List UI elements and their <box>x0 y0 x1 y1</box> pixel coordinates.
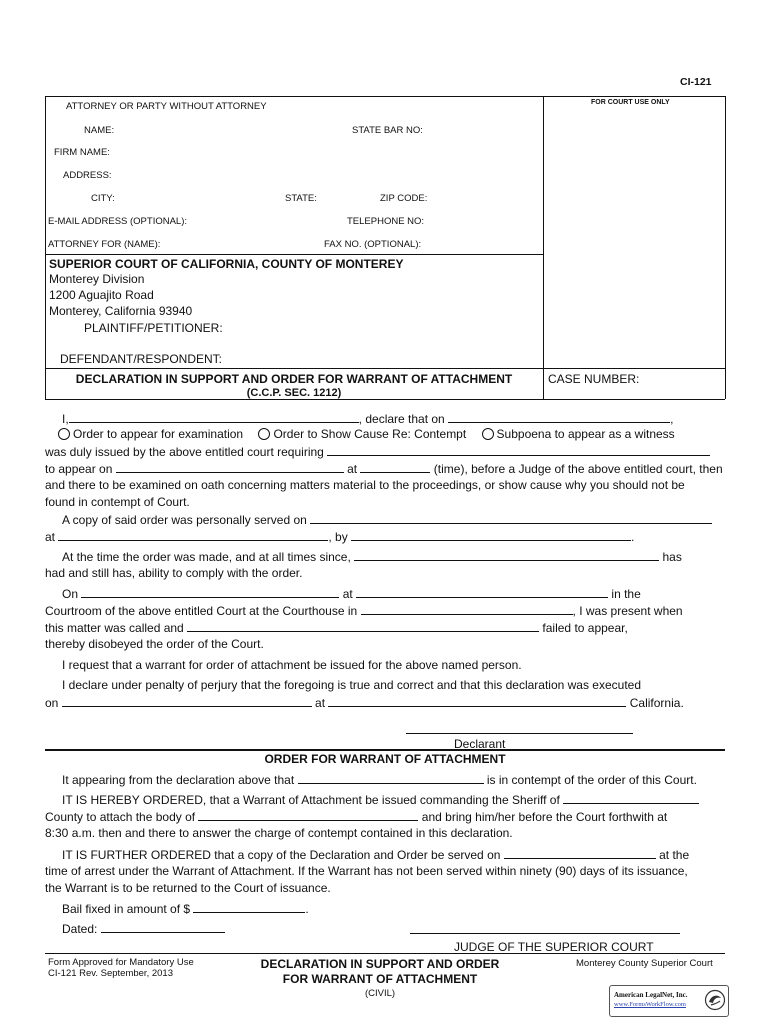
courtroom-line <box>45 602 683 619</box>
attach-person-field[interactable] <box>198 808 418 821</box>
court-division: Monterey Division <box>49 272 145 286</box>
footer-civil: (CIVIL) <box>364 988 396 999</box>
comma: , <box>670 412 674 426</box>
bail-end: . <box>305 902 309 916</box>
email-label[interactable]: E-MAIL ADDRESS (OPTIONAL): <box>48 216 188 227</box>
executed-date-field[interactable] <box>62 694 312 707</box>
opt-show-cause-label: Order to Show Cause Re: Contempt <box>273 427 467 441</box>
serve-on-field[interactable] <box>504 846 656 859</box>
court-city: Monterey, California 93940 <box>49 304 193 318</box>
at3-text: at <box>342 587 353 601</box>
order-type-options <box>58 426 675 442</box>
served-at-line <box>45 528 634 545</box>
plaintiff-label[interactable]: PLAINTIFF/PETITIONER: <box>84 321 223 335</box>
duly-issued-line <box>45 443 710 460</box>
fax-label[interactable]: FAX NO. (OPTIONAL): <box>324 239 422 250</box>
served-by-field[interactable] <box>351 528 631 541</box>
at4-text: at <box>315 696 326 710</box>
courthouse-field[interactable] <box>361 602 573 615</box>
required-person-field[interactable] <box>327 443 710 456</box>
on2-text: on <box>45 696 59 710</box>
served-person-field[interactable] <box>310 511 712 524</box>
penalty-text: I declare under penalty of perjury that the foregoing is true and correct and that this declaration was executed <box>62 678 642 692</box>
bail-text: Bail fixed in amount of $ <box>62 902 191 916</box>
time-made-line <box>62 548 682 565</box>
declarant-name-field[interactable] <box>69 410 359 423</box>
court-street: 1200 Aguajito Road <box>49 288 154 302</box>
city-label[interactable]: CITY: <box>91 193 115 204</box>
by-text: , by <box>328 530 348 544</box>
county-attach-text: County to attach the body of <box>45 810 196 824</box>
appearing-text: It appearing from the declaration above that <box>62 773 295 787</box>
attorney-label: ATTORNEY OR PARTY WITHOUT ATTORNEY <box>66 101 267 112</box>
address-label[interactable]: ADDRESS: <box>63 170 112 181</box>
matter-called-line <box>45 619 628 636</box>
appearing-line <box>62 771 697 788</box>
court-use-divider <box>543 96 544 399</box>
on-at-line <box>62 585 641 602</box>
copy-served-text: A copy of said order was personally served on <box>62 513 307 527</box>
time-made-text: At the time the order was made, and at all times since, <box>62 550 351 564</box>
american-legalnet-logo <box>609 985 729 1017</box>
at-the-text: at the <box>659 848 690 862</box>
title-bottom-border <box>45 399 725 400</box>
matter-called-text: this matter was called and <box>45 621 184 635</box>
state-label[interactable]: STATE: <box>285 193 317 204</box>
served-location-field[interactable] <box>58 528 328 541</box>
bring-text: and bring him/her before the Court forthwith at <box>421 810 668 824</box>
declarant-label: Declarant <box>454 737 506 751</box>
logo-company: American LegalNet, Inc. <box>614 991 688 999</box>
failed-text: failed to appear, <box>542 621 628 635</box>
arrest-text: time of arrest under the Warrant of Attachment. If the Warrant has not been served within ninety (90) days of its issuance, <box>45 864 688 878</box>
footer-rev: CI-121 Rev. September, 2013 <box>48 968 173 979</box>
zip-label[interactable]: ZIP CODE: <box>380 193 428 204</box>
attorney-for-label[interactable]: ATTORNEY FOR (NAME): <box>48 239 161 250</box>
in-the-text: in the <box>611 587 641 601</box>
appear-time-field[interactable] <box>360 460 430 473</box>
on-text: On <box>62 587 79 601</box>
footer-approved: Form Approved for Mandatory Use <box>48 957 194 968</box>
at-text: at <box>347 462 358 476</box>
footer-divider <box>45 953 725 954</box>
firm-name-label[interactable]: FIRM NAME: <box>54 147 110 158</box>
court-use-label: FOR COURT USE ONLY <box>591 99 670 106</box>
dated-field[interactable] <box>101 920 225 933</box>
declarant-line <box>62 410 673 427</box>
judge-label: JUDGE OF THE SUPERIOR COURT <box>454 940 654 954</box>
radio-order-show-cause[interactable] <box>258 428 270 440</box>
courtroom-text: Courtroom of the above entitled Court at the Courthouse in <box>45 604 358 618</box>
at2-text: at <box>45 530 56 544</box>
had-ability-text: had and still has, ability to comply with the order. <box>45 566 303 580</box>
header-left-border <box>45 96 46 399</box>
dated-text: Dated: <box>62 922 98 936</box>
footer-court: Monterey County Superior Court <box>576 958 713 969</box>
order-title: ORDER FOR WARRANT OF ATTACHMENT <box>264 752 506 766</box>
returned-text: the Warrant is to be returned to the Court of issuance. <box>45 881 331 895</box>
attach-body-line <box>45 808 667 825</box>
executed-line <box>45 694 684 711</box>
appear-on-line <box>45 460 723 477</box>
header-right-border <box>725 96 726 399</box>
contemnor-field[interactable] <box>298 771 484 784</box>
request-text: I request that a warrant for order of attachment be issued for the above named person. <box>62 658 522 672</box>
found-contempt-text: found in contempt of Court. <box>45 495 190 509</box>
radio-subpoena[interactable] <box>482 428 494 440</box>
declare-that-on: , declare that on <box>358 412 445 426</box>
title-top-border <box>45 368 725 369</box>
dated-line <box>62 920 225 937</box>
logo-url[interactable]: www.FormsWorkFlow.com <box>614 1001 686 1008</box>
ordered-line <box>62 791 699 808</box>
present-when-text: , I was present when <box>572 604 683 618</box>
examined-text: and there to be examined on oath concerning matters material to the proceedings, or show cause why you should not be <box>45 478 685 492</box>
declare-date-field[interactable] <box>448 410 670 423</box>
opt-subpoena-label: Subpoena to appear as a witness <box>496 427 675 441</box>
appear-date-field[interactable] <box>116 460 344 473</box>
has-text: has <box>662 550 682 564</box>
state-bar-label[interactable]: STATE BAR NO: <box>352 125 423 136</box>
attorney-section-divider <box>45 254 543 255</box>
further-text: IT IS FURTHER ORDERED that a copy of the Declaration and Order be served on <box>62 848 501 862</box>
answer-text: 8:30 a.m. then and there to answer the charge of contempt contained in this declaration. <box>45 826 513 840</box>
opt-examination-label: Order to appear for examination <box>73 427 244 441</box>
judge-signature-line[interactable] <box>410 933 680 934</box>
bail-amount-field[interactable] <box>193 900 305 913</box>
section-divider <box>45 749 725 751</box>
i-prefix: I, <box>62 412 69 426</box>
footer-title-2: FOR WARRANT OF ATTACHMENT <box>282 972 478 986</box>
form-title: DECLARATION IN SUPPORT AND ORDER FOR WARRANT OF ATTACHMENT <box>75 372 513 386</box>
disobeyed-text: thereby disobeyed the order of the Court. <box>45 637 264 651</box>
time-before-text: (time), before a Judge of the above entitled court, then <box>433 462 723 476</box>
logo-swirl-icon <box>704 989 726 1011</box>
case-number-label[interactable]: CASE NUMBER: <box>548 372 640 386</box>
court-name: SUPERIOR COURT OF CALIFORNIA, COUNTY OF MONTEREY <box>49 257 404 271</box>
telephone-label[interactable]: TELEPHONE NO: <box>347 216 425 227</box>
name-label[interactable]: NAME: <box>84 125 115 136</box>
sheriff-county-field[interactable] <box>563 791 699 804</box>
form-id: CI-121 <box>680 76 712 88</box>
declarant-signature-line[interactable] <box>406 733 633 734</box>
header-top-border <box>45 96 725 97</box>
hearing-date-field[interactable] <box>81 585 339 598</box>
contempt-text: is in contempt of the order of this Court. <box>486 773 697 787</box>
ability-person-field[interactable] <box>354 548 659 561</box>
california-text: California. <box>629 696 684 710</box>
bail-line <box>62 900 309 917</box>
ordered-text: IT IS HEREBY ORDERED, that a Warrant of Attachment be issued commanding the Sheriff of <box>62 793 560 807</box>
failed-person-field[interactable] <box>187 619 539 632</box>
executed-place-field[interactable] <box>328 694 626 707</box>
further-line <box>62 846 689 863</box>
duly-issued-text: was duly issued by the above entitled court requiring <box>45 445 324 459</box>
form-subtitle: (C.C.P. SEC. 1212) <box>246 387 342 399</box>
copy-served-line <box>62 511 712 528</box>
footer-title-1: DECLARATION IN SUPPORT AND ORDER <box>260 957 500 971</box>
to-appear-on-text: to appear on <box>45 462 113 476</box>
hearing-time-field[interactable] <box>356 585 608 598</box>
period-text: . <box>631 530 635 544</box>
defendant-label[interactable]: DEFENDANT/RESPONDENT: <box>60 352 223 366</box>
radio-order-examination[interactable] <box>58 428 70 440</box>
